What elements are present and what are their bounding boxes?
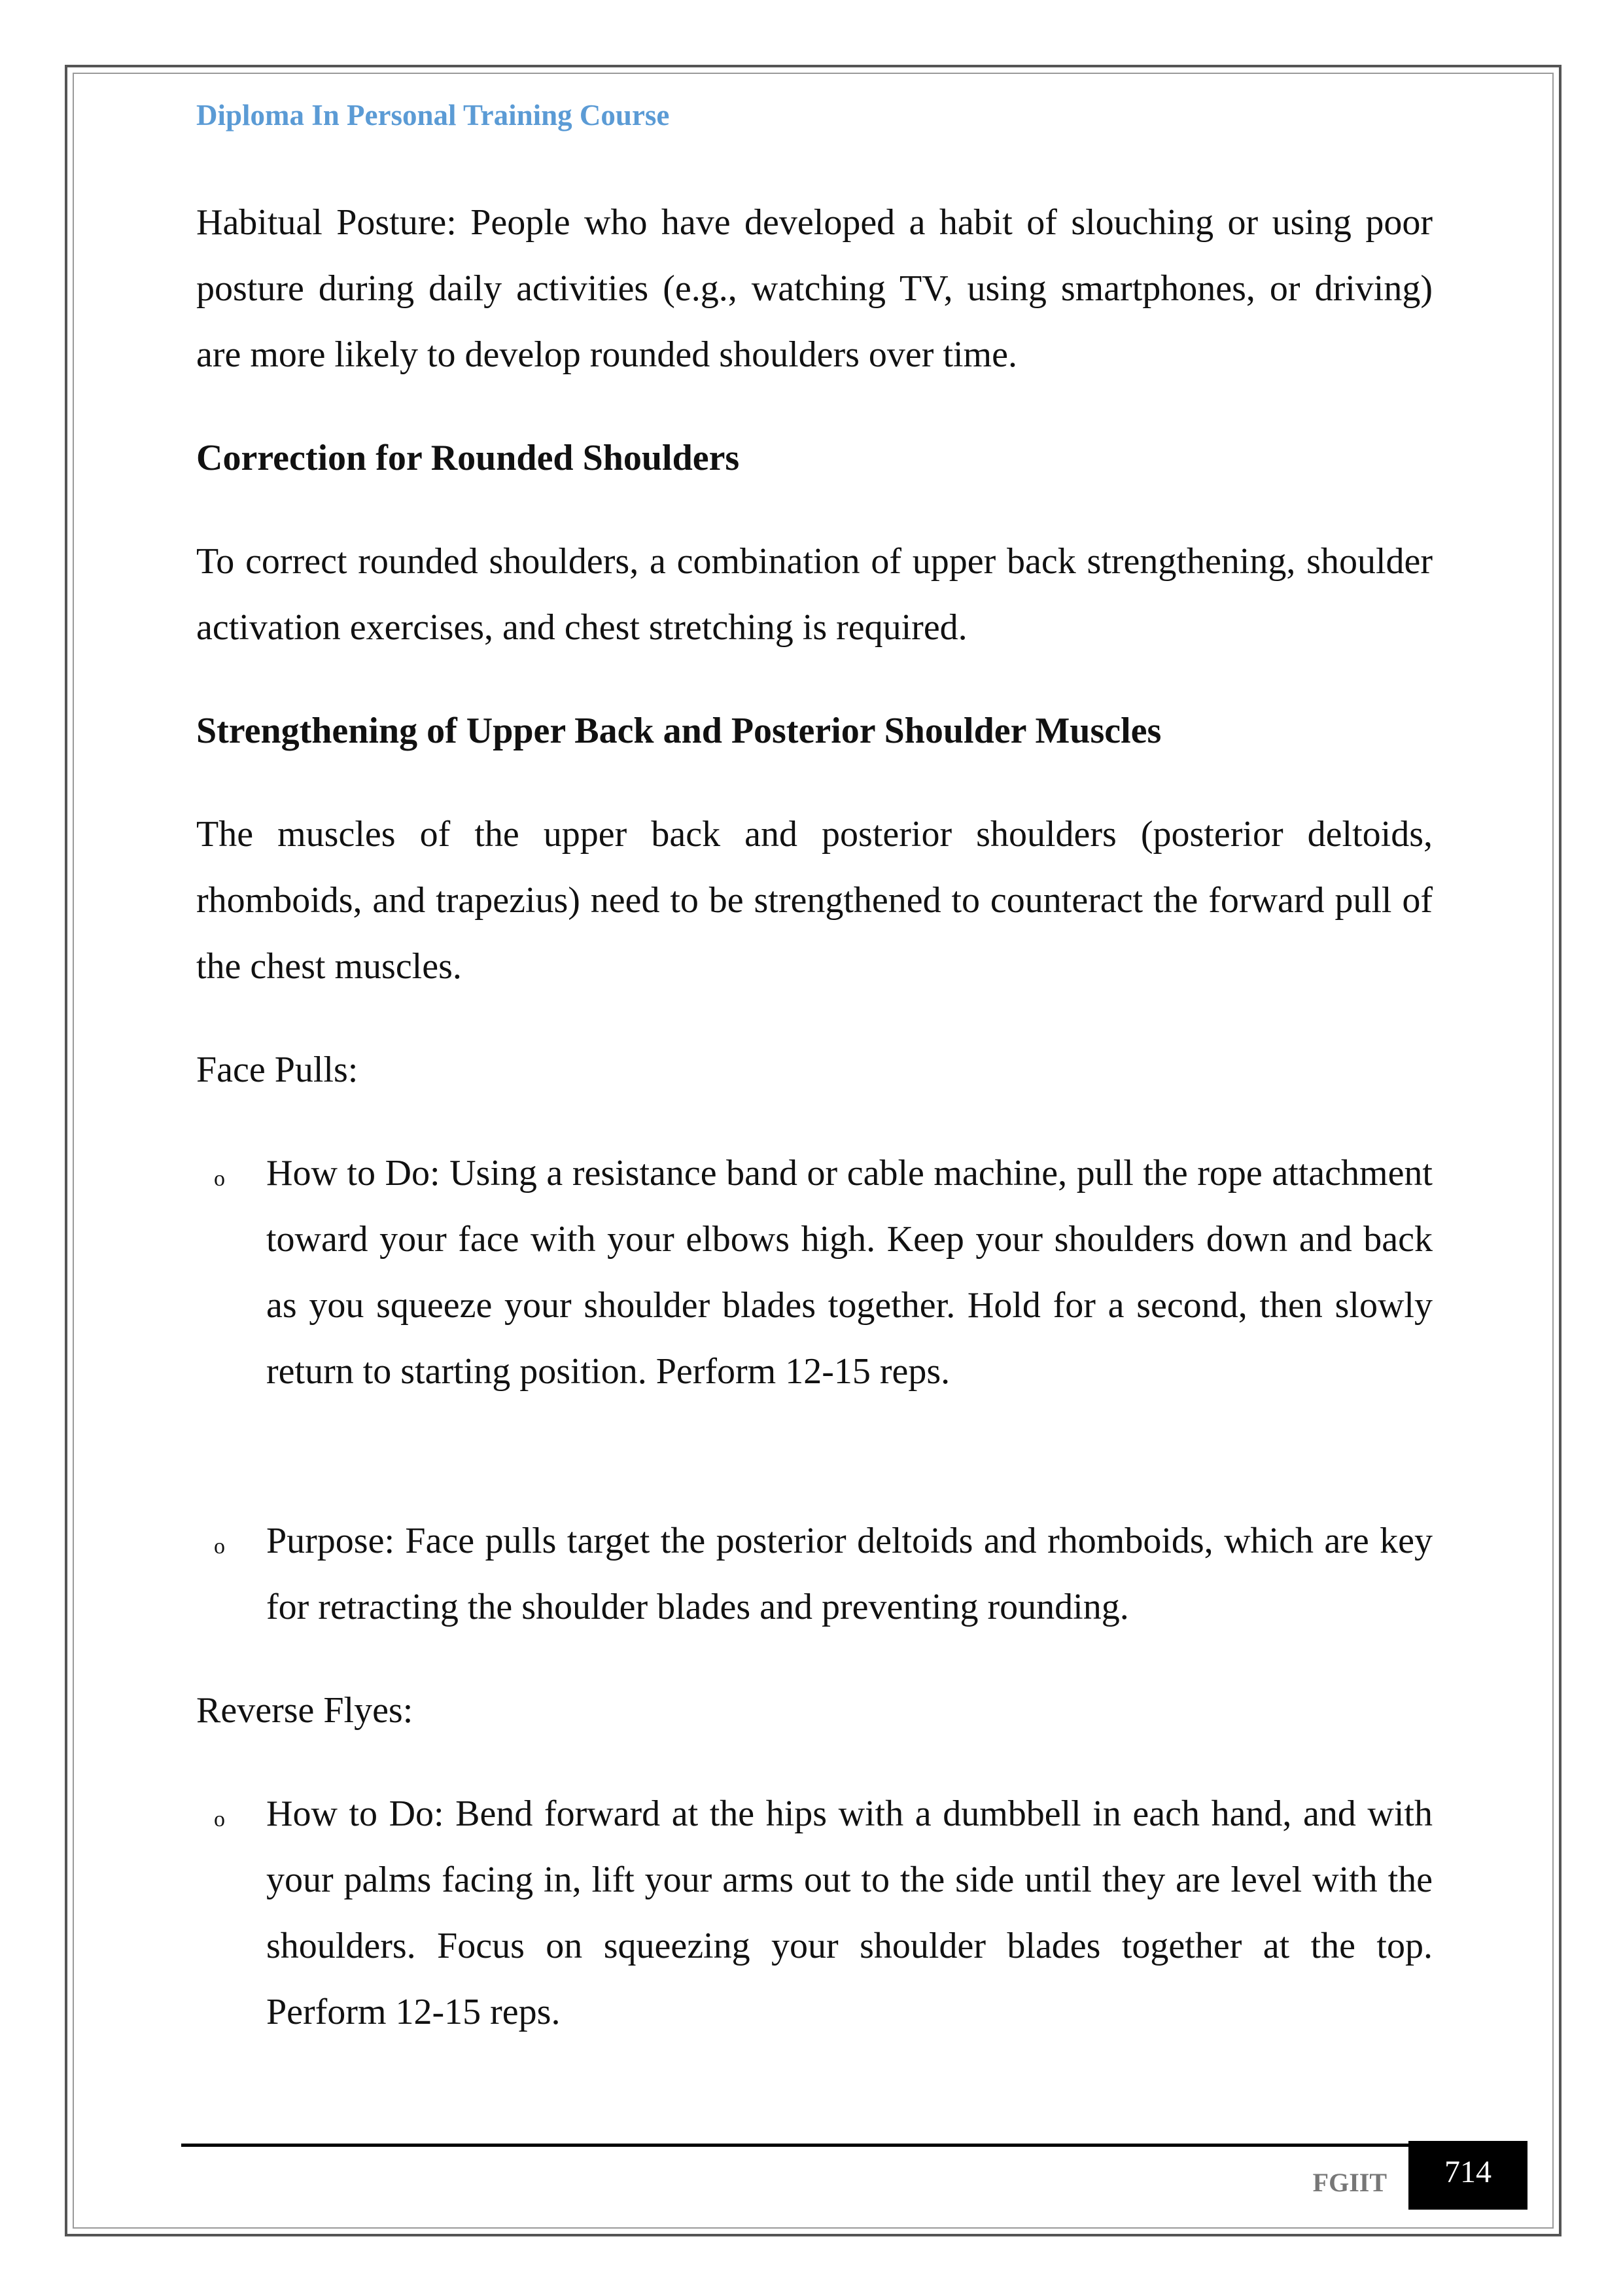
footer-rule (181, 2144, 1412, 2147)
running-header-title: Diploma In Personal Training Course (196, 99, 670, 132)
list-item-face-pulls-purpose (196, 1508, 1433, 1640)
reverse-flyes-how-to-text: How to Do: Bend forward at the hips with a dumbbell in each hand, and with your palms facing in, lift your arms out to the side until they are level with the shoulders. Focus on squeezing your shoulder blades together at the top. Perform 12-15 reps. (266, 1793, 1433, 2032)
face-pulls-how-to-text: How to Do: Using a resistance band or cable machine, pull the rope attachment toward your face with your elbows high. Keep your shoulders down and back as you squeeze your shoulder blades together. Hold for a second, then slowly return to starting position. Perform 12-15 reps. (266, 1153, 1433, 1392)
correction-paragraph: To correct rounded shoulders, a combination of upper back strengthening, shoulder activation exercises, and chest stretching is required. (196, 541, 1433, 648)
bullet-circle-icon: o (214, 1534, 225, 1559)
strengthening-paragraph: The muscles of the upper back and posterior shoulders (posterior deltoids, rhomboids, and trapezius) need to be strengthened to counteract the forward pull of the chest muscles. (196, 814, 1433, 987)
page-number: 714 (1444, 2155, 1492, 2189)
section-heading-strengthening: Strengthening of Upper Back and Posterior Shoulder Muscles (196, 711, 1162, 751)
exercise-label-reverse-flyes: Reverse Flyes: (196, 1690, 413, 1731)
bullet-circle-icon: o (214, 1167, 225, 1191)
list-item-face-pulls-how-to (196, 1140, 1433, 1405)
exercise-label-face-pulls: Face Pulls: (196, 1050, 358, 1090)
face-pulls-purpose-text: Purpose: Face pulls target the posterior deltoids and rhomboids, which are key for retracting the shoulder blades and preventing rounding. (266, 1521, 1433, 1627)
footer-organization: FGIIT (1312, 2168, 1387, 2197)
list-item-reverse-flyes-how-to (196, 1781, 1433, 2045)
bullet-circle-icon: o (214, 1807, 225, 1831)
section-heading-correction: Correction for Rounded Shoulders (196, 438, 740, 478)
page-number-box (1408, 2141, 1527, 2210)
intro-paragraph: Habitual Posture: People who have developed a habit of slouching or using poor posture during daily activities (e.g., watching TV, using smartphones, or driving) are more likely to develop rounded shoulders over time. (196, 202, 1433, 375)
document-body (196, 190, 1433, 2083)
